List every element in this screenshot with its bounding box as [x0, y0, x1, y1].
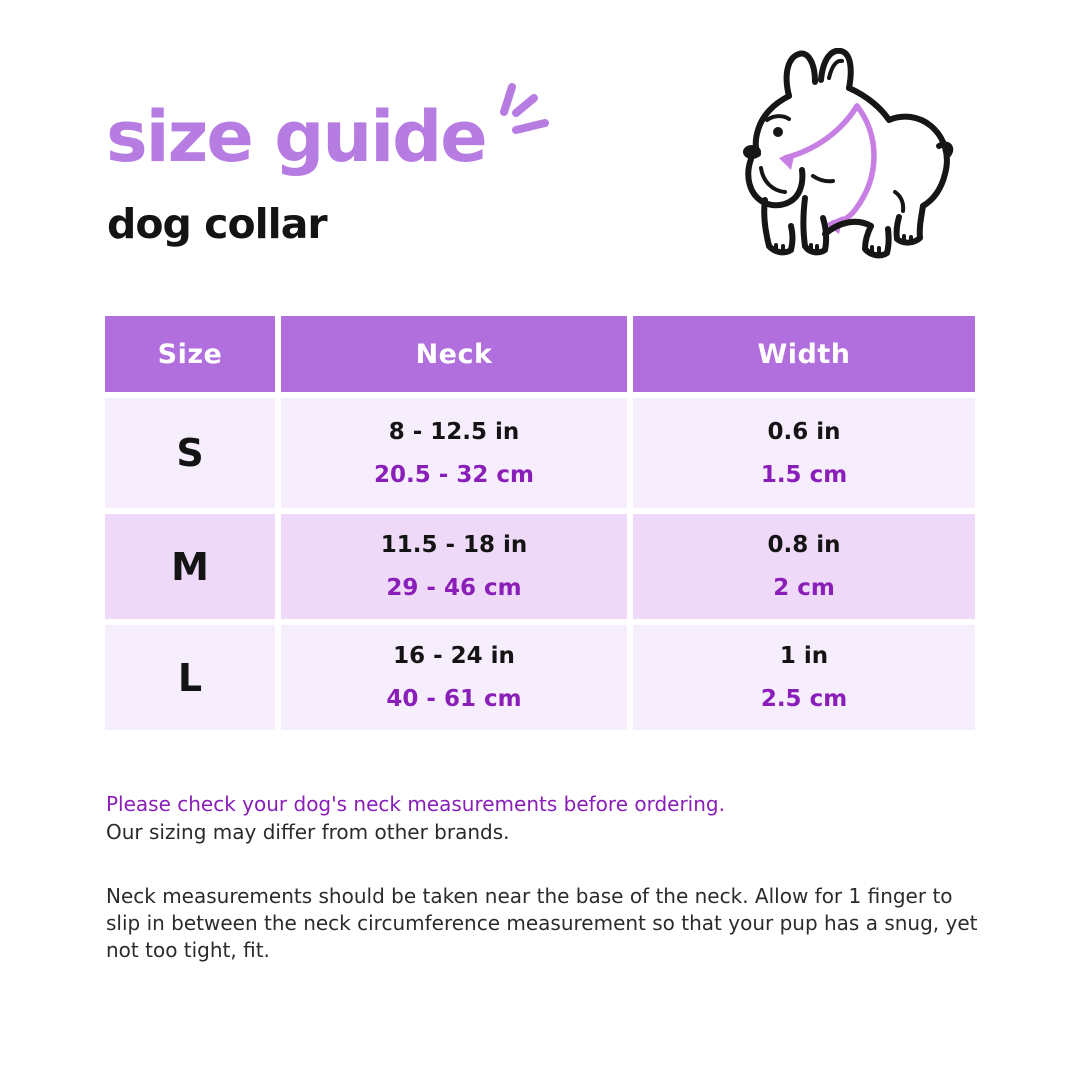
- width-cm-m: 2 cm: [773, 575, 835, 601]
- width-inches-m: 0.8 in: [767, 532, 841, 558]
- width-cell-s: [633, 398, 975, 508]
- size-cell-m: M: [105, 514, 275, 619]
- neck-cm-s: 20.5 - 32 cm: [374, 461, 534, 488]
- column-header-neck: Neck: [281, 316, 627, 392]
- column-header-width: Width: [633, 316, 975, 392]
- sparkle-accent-icon: [498, 82, 550, 140]
- page-title: size guide: [106, 96, 486, 178]
- width-cm-l: 2.5 cm: [760, 686, 848, 712]
- note-brands: Our sizing may differ from other brands.: [106, 820, 510, 844]
- width-cell-m: [633, 514, 975, 619]
- note-measuring-instructions: Neck measurements should be taken near the base of the neck. Allow for 1 finger to slip in between the neck circumference measurement so that your pup has a snug, yet not too tight, fit.: [106, 884, 978, 962]
- note-highlight: Please check your dog's neck measurements before ordering.: [106, 792, 725, 816]
- width-cell-l: [633, 625, 975, 730]
- column-header-size: Size: [105, 316, 275, 392]
- neck-cm-l: 40 - 61 cm: [386, 686, 522, 712]
- neck-cell-m: [281, 514, 627, 619]
- size-cell-l: L: [105, 625, 275, 730]
- neck-inches-l: 16 - 24 in: [393, 643, 515, 669]
- neck-cell-s: [281, 398, 627, 508]
- width-inches-s: 0.6 in: [767, 418, 841, 445]
- sizing-notes: [106, 790, 991, 964]
- page-subtitle: dog collar: [107, 200, 327, 248]
- neck-inches-s: 8 - 12.5 in: [388, 418, 520, 445]
- neck-inches-m: 11.5 - 18 in: [380, 532, 528, 558]
- french-bulldog-illustration: [705, 48, 955, 274]
- width-cm-s: 1.5 cm: [760, 461, 848, 488]
- size-guide-table: [105, 316, 975, 730]
- neck-cm-m: 29 - 46 cm: [386, 575, 522, 601]
- width-inches-l: 1 in: [779, 643, 829, 669]
- neck-cell-l: [281, 625, 627, 730]
- size-cell-s: S: [105, 398, 275, 508]
- collar-measure-arrows: [779, 106, 874, 234]
